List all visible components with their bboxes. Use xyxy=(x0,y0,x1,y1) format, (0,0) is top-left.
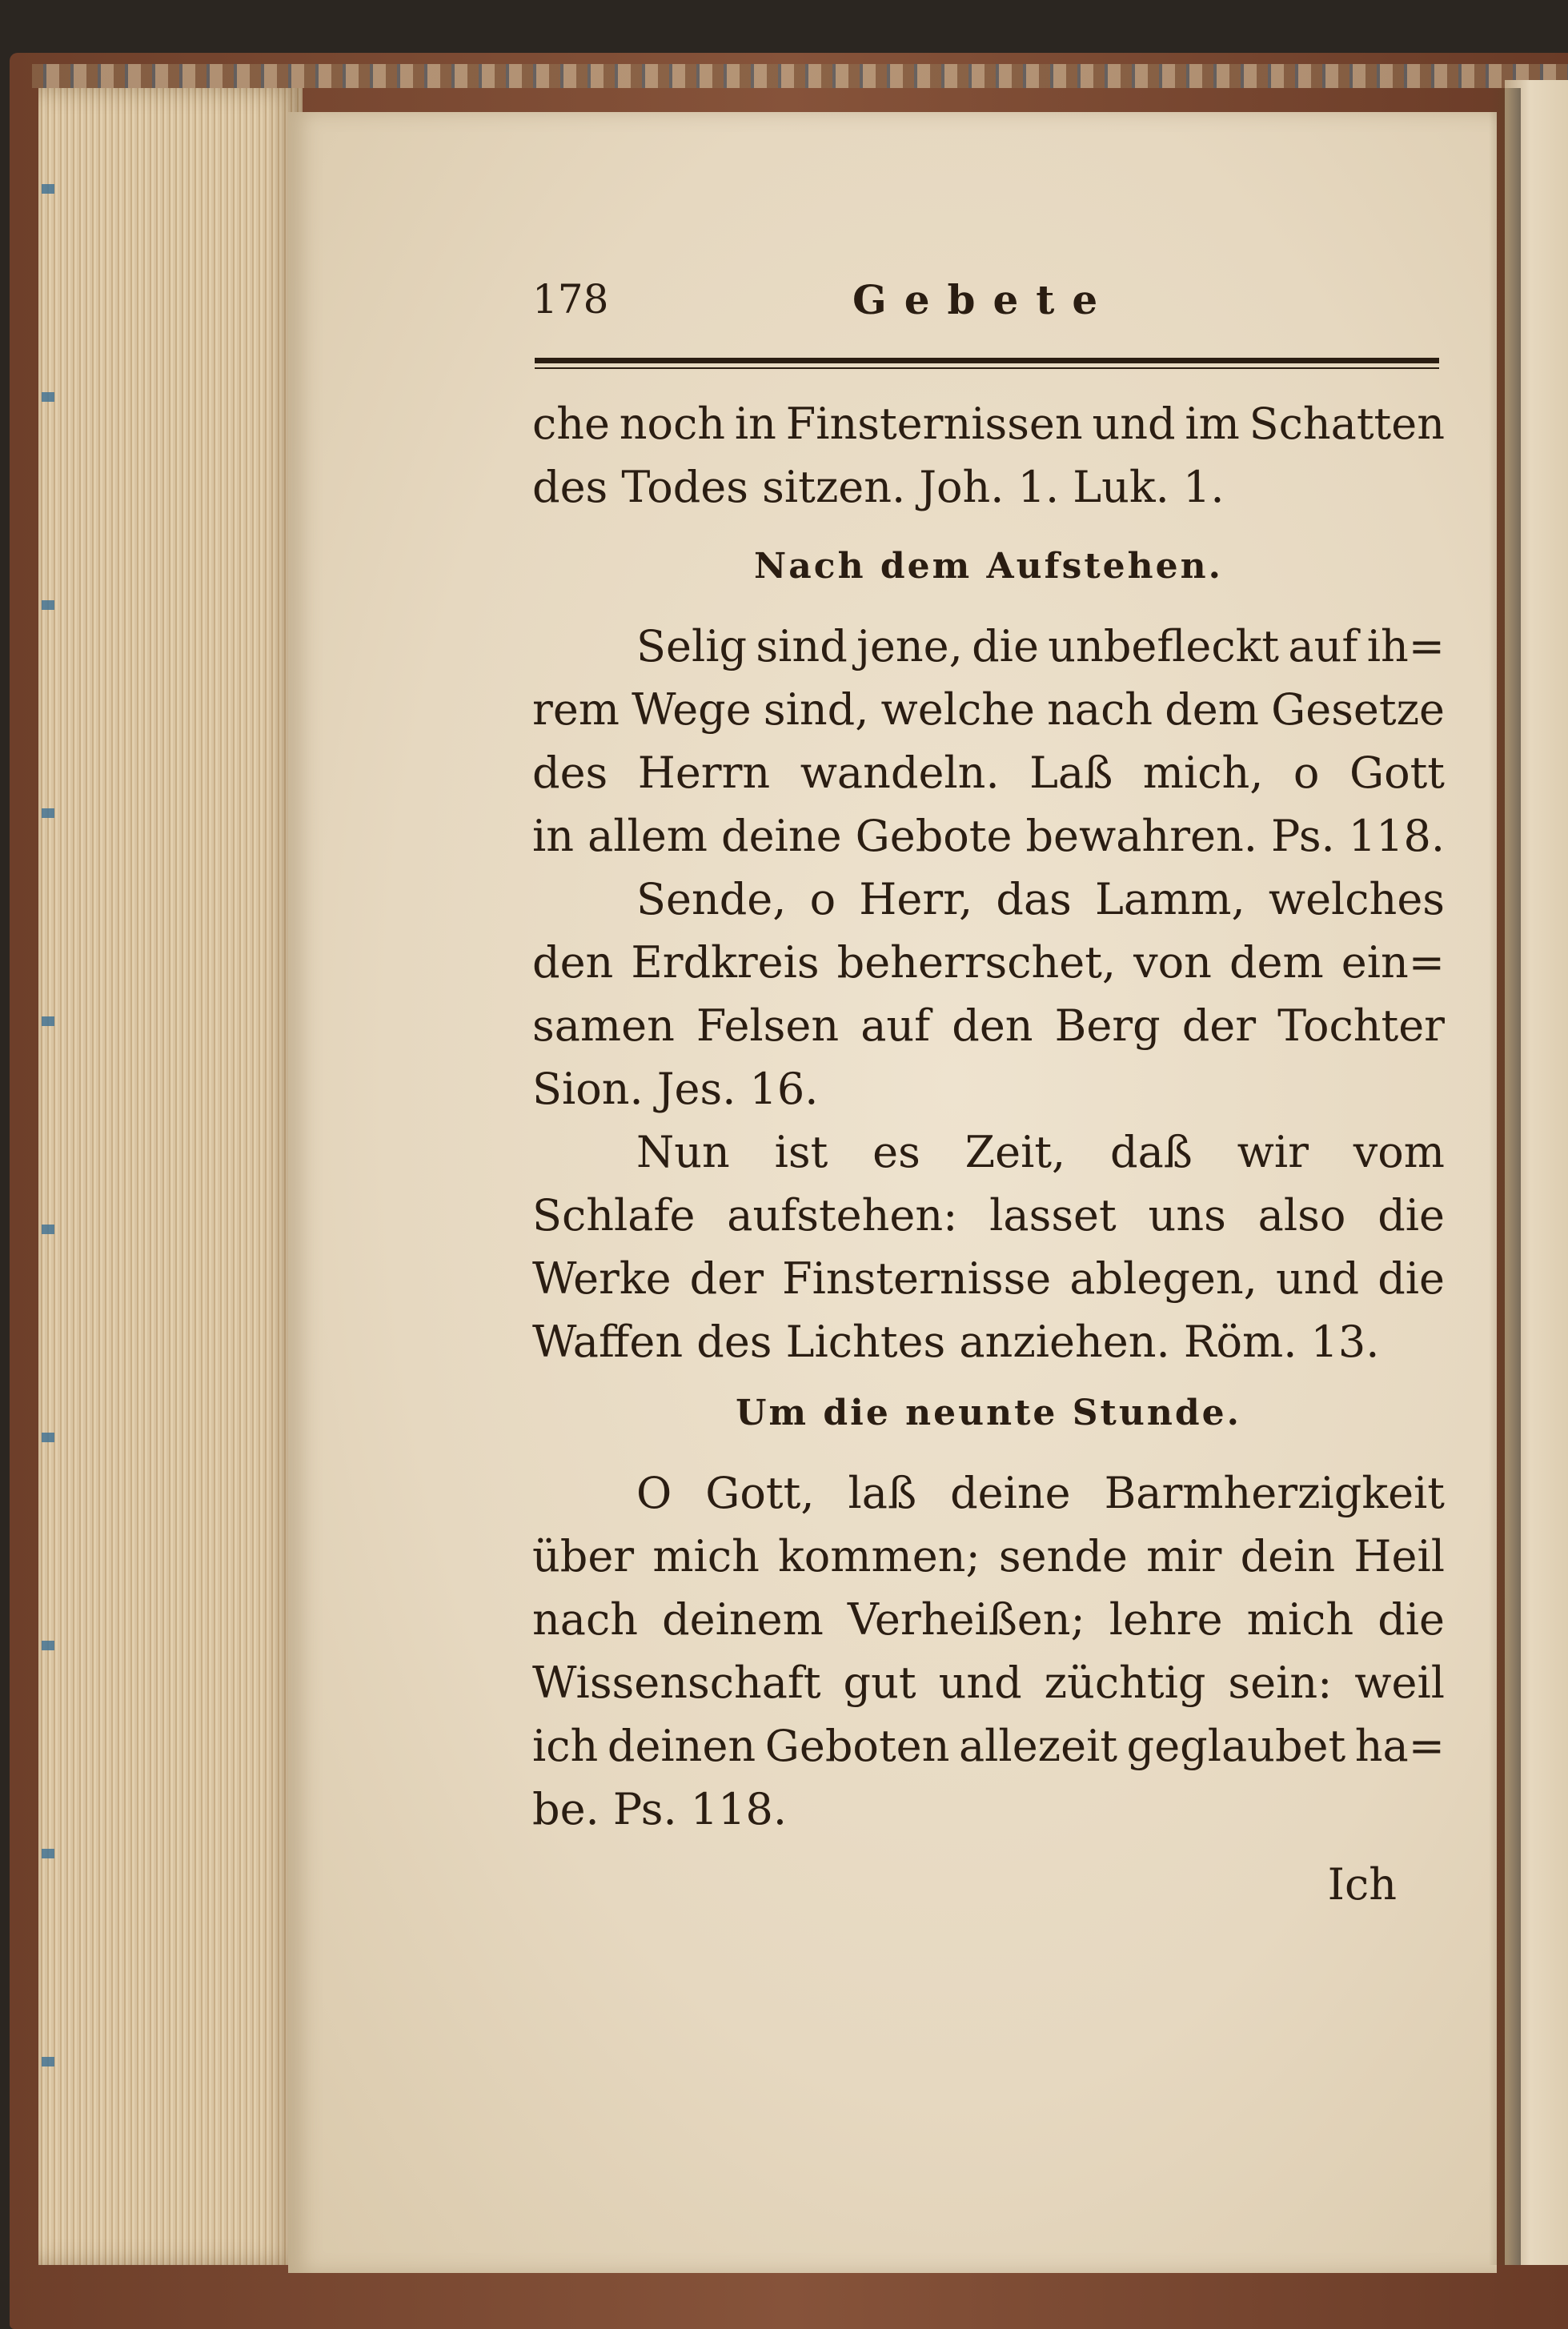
page-edges xyxy=(38,88,303,2265)
text-line: den Erdkreis beherrschet, von dem ein= xyxy=(532,937,1445,988)
page-edge-marks xyxy=(42,88,54,2265)
text-line: Selig sind jene, die unbefleckt auf ih= xyxy=(636,621,1445,671)
text-line: in allem deine Gebote bewahren. Ps. 118. xyxy=(532,811,1445,861)
text-line: Sende, o Herr, das Lamm, welches xyxy=(636,874,1445,924)
text-line: O Gott, laß deine Barmherzigkeit xyxy=(636,1468,1445,1518)
section-heading: Nach dem Aufstehen. xyxy=(754,546,1223,587)
text-line: che noch in Finsternissen und im Schatten xyxy=(532,399,1445,449)
text-line: Waffen des Lichtes anziehen. Röm. 13. xyxy=(532,1317,1380,1367)
header-rule xyxy=(535,358,1439,363)
running-head xyxy=(532,276,1461,340)
text-line: samen Felsen auf den Berg der Tochter xyxy=(532,1000,1445,1051)
text-line: des Herrn wandeln. Laß mich, o Gott xyxy=(532,748,1445,798)
text-line: über mich kommen; sende mir dein Heil xyxy=(532,1531,1445,1581)
page-gutter xyxy=(1489,88,1521,2265)
text-line: Werke der Finsternisse ablegen, und die xyxy=(532,1253,1445,1304)
page-number: 178 xyxy=(532,276,609,323)
text-line: ich deinen Geboten allezeit geglaubet ha= xyxy=(532,1721,1445,1771)
text-line: nach deinem Verheißen; lehre mich die xyxy=(532,1594,1445,1645)
text-line: be. Ps. 118. xyxy=(532,1784,788,1834)
catchword: Ich xyxy=(1327,1859,1397,1910)
text-line: des Todes sitzen. Joh. 1. Luk. 1. xyxy=(532,462,1225,512)
page-text xyxy=(532,392,1445,1913)
text-line: Sion. Jes. 16. xyxy=(532,1064,819,1114)
text-line: Schlafe aufstehen: lasset uns also die xyxy=(532,1190,1445,1241)
section-heading: Um die neunte Stunde. xyxy=(736,1393,1241,1433)
text-line: rem Wege sind, welche nach dem Gesetze xyxy=(532,684,1445,735)
text-line: Nun ist es Zeit, daß wir vom xyxy=(636,1127,1445,1177)
running-title: Gebete xyxy=(852,276,1116,323)
header-rule-thin xyxy=(535,367,1439,369)
text-line: Wissenschaft gut und züchtig sein: weil xyxy=(532,1658,1445,1708)
book-headband xyxy=(32,64,1568,88)
